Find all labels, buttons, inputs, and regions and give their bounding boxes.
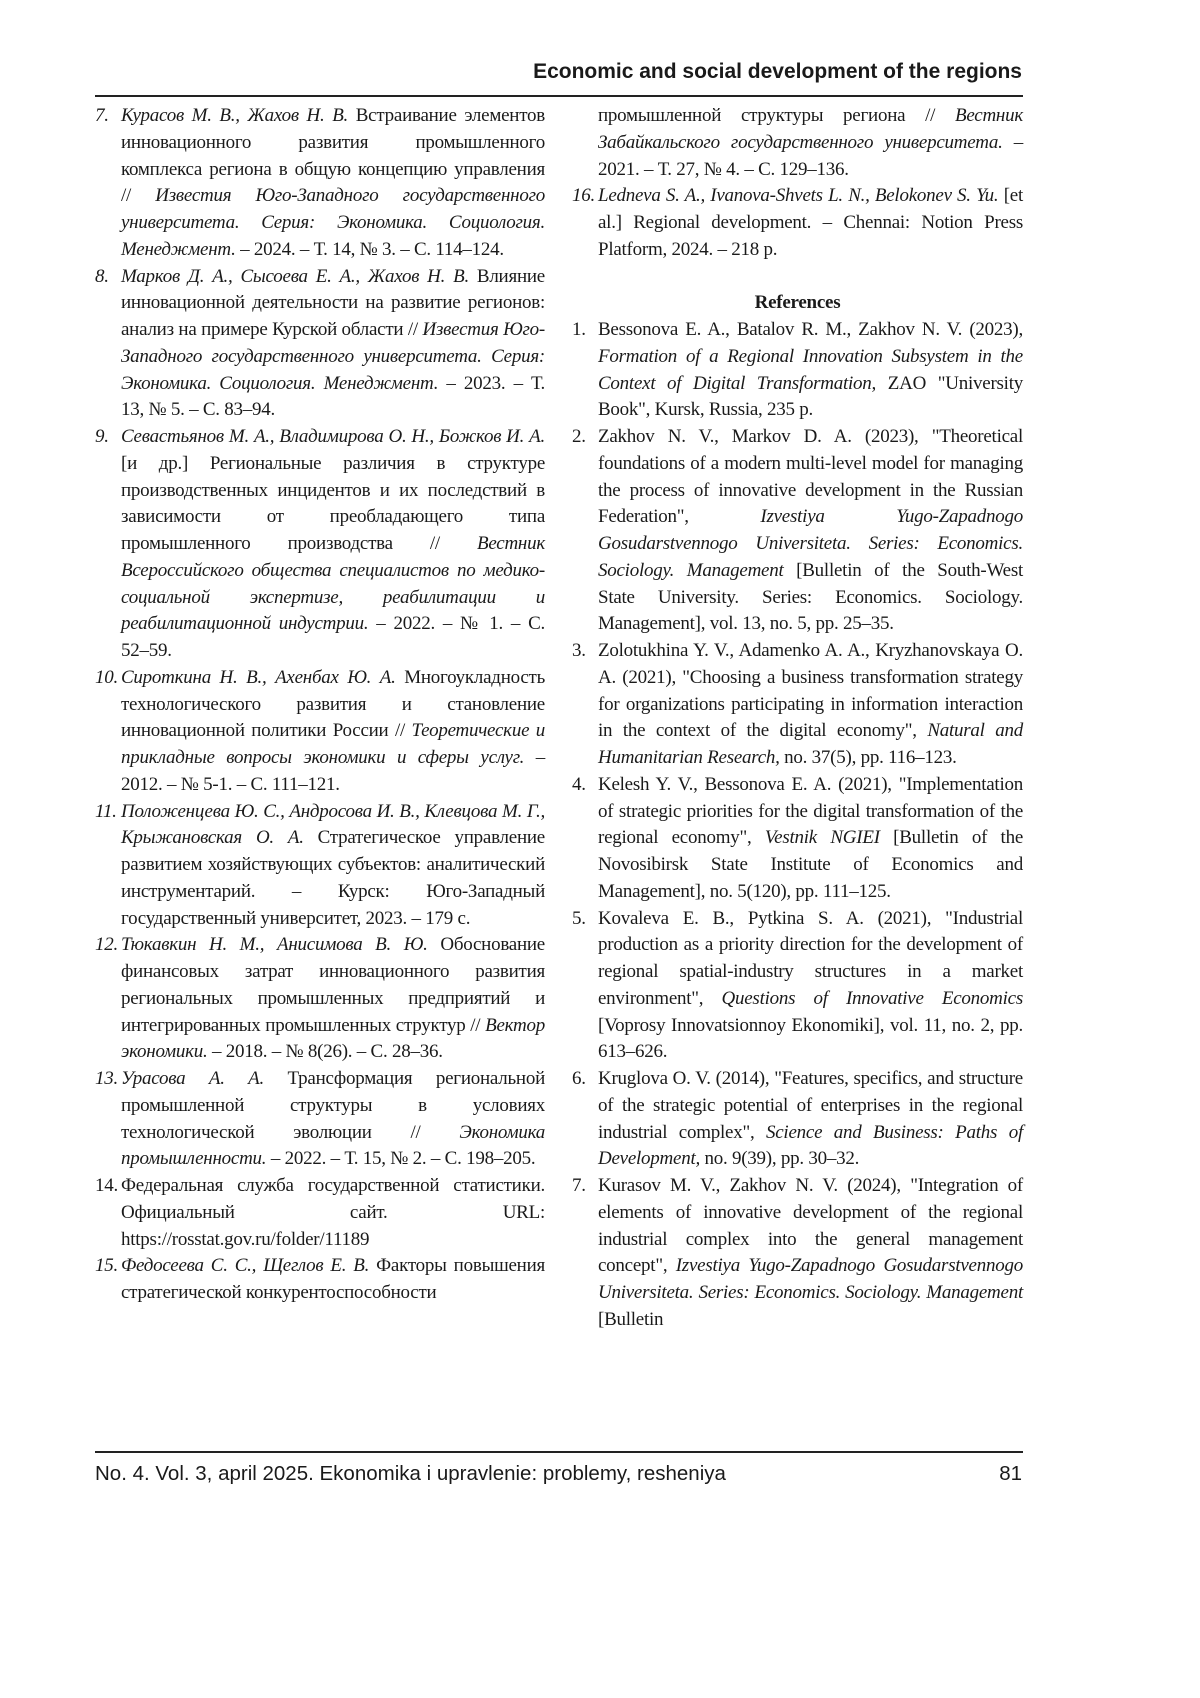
italic-text: Урасова А. А.: [121, 1068, 264, 1089]
reference-number: 15.: [95, 1253, 118, 1280]
text: – 2012. – № 5-1. – С. 111–121.: [121, 747, 545, 795]
italic-text: Курасов М. В., Жахов Н. В.: [121, 105, 348, 126]
text: ZAO "University Book", Kursk, Russia, 235 p.: [598, 373, 1023, 421]
reference-number: 8.: [95, 264, 109, 291]
italic-text: Вестник Всероссийского общества специалистов по медико-социальной экспертизе, реабилитации и реабилитационной индустрии.: [121, 533, 545, 634]
reference-number: 3.: [572, 638, 586, 665]
reference-item: [572, 183, 1023, 263]
reference-number: 4.: [572, 772, 586, 799]
text: Kruglova O. V. (2014), "Features, specifics, and structure of the strategic potential of enterprises in the regional industrial complex",: [598, 1068, 1023, 1143]
text: [Voprosy Innovatsionnoy Ekonomiki], vol. 11, no. 2, pp. 613–626.: [598, 1015, 1023, 1063]
reference-item: [95, 799, 545, 933]
header-divider: [95, 95, 1023, 97]
reference-number: 13.: [95, 1066, 118, 1093]
text: промышленной структуры региона //: [598, 105, 955, 126]
italic-text: Теоретические и прикладные вопросы экономики и сферы услуг.: [121, 720, 545, 768]
reference-item: [572, 638, 1023, 772]
text: – 2022. – Т. 15, № 2. – С. 198–205.: [266, 1148, 535, 1169]
reference-number: 2.: [572, 424, 586, 451]
text: Трансформация региональной промышленной структуры в условиях технологической эволюции //: [121, 1068, 545, 1143]
text: Zakhov N. V., Markov D. A. (2023), "Theoretical foundations of a modern multi-level model for managing the process of innovative development in the Russian Federation",: [598, 426, 1023, 527]
text: Обоснование финансовых затрат инновационного развития региональных промышленных предприятий и интегрированных промышленных структур //: [121, 934, 545, 1035]
reference-item: [95, 103, 545, 264]
italic-text: Федосеева С. С., Щеглов Е. В.: [121, 1255, 369, 1276]
italic-text: Тюкавкин Н. М., Анисимова В. Ю.: [121, 934, 428, 955]
text: Встраивание элементов инновационного развития промышленного комплекса региона в общую концепцию управления //: [121, 105, 545, 206]
text: [et al.] Regional development. – Chennai: Notion Press Platform, 2024. – 218 p.: [598, 185, 1023, 260]
reference-number: 1.: [572, 317, 586, 344]
reference-item: [95, 424, 545, 665]
italic-text: Севастьянов М. А., Владимирова О. Н., Божков И. А.: [121, 426, 545, 447]
italic-text: Izvestiya Yugo-Zapadnogo Gosudarstvennogo Universiteta. Series: Economics. Sociology. Management: [598, 1255, 1023, 1303]
text: no. 37(5), pp. 116–123.: [780, 747, 957, 768]
reference-number: 9.: [95, 424, 109, 451]
text: Kurasov M. V., Zakhov N. V. (2024), "Integration of elements of innovative development of the regional industrial complex into the general management concept",: [598, 1175, 1023, 1276]
italic-text: Formation of a Regional Innovation Subsystem in the Context of Digital Transformation,: [598, 346, 1023, 394]
italic-text: Известия Юго-Западного государственного университета. Серия: Экономика. Социология. Менеджмент.: [121, 185, 545, 260]
reference-item: [95, 1066, 545, 1173]
italic-text: Questions of Innovative Economics: [722, 988, 1023, 1009]
text: Факторы повышения стратегической конкурентоспособности: [121, 1255, 545, 1303]
reference-number: 14.: [95, 1173, 118, 1200]
reference-item: [95, 932, 545, 1066]
text: Федеральная служба государственной статистики. Официальный сайт. URL: https://rosstat.gov.ru/folder/11189: [121, 1175, 545, 1250]
reference-number: 7.: [95, 103, 109, 130]
reference-item: [572, 1066, 1023, 1173]
reference-item: [572, 424, 1023, 638]
text: [и др.] Региональные различия в структуре производственных инцидентов и их последствий в зависимости от преобладающего типа промышленного производства //: [121, 453, 545, 554]
italic-text: Izvestiya Yugo-Zapadnogo Gosudarstvennogo Universiteta. Series: Economics. Sociology. Management: [598, 506, 1023, 581]
reference-item: [572, 772, 1023, 906]
right-column: [572, 103, 1023, 1334]
italic-text: Положенцева Ю. С., Андросова И. В., Клевцова М. Г., Крыжановская О. А.: [121, 801, 545, 849]
text: Zolotukhina Y. V., Adamenko A. A., Kryzhanovskaya O. A. (2021), "Choosing a business transformation strategy for organizations participating in information interaction in the context of the digital economy",: [598, 640, 1023, 741]
footer-divider: [95, 1451, 1023, 1453]
italic-text: Vestnik NGIEI: [765, 827, 880, 848]
italic-text: Вестник Забайкальского государственного университета.: [598, 105, 1023, 153]
page-number: 81: [999, 1462, 1022, 1486]
reference-item: [95, 1173, 545, 1253]
reference-number: 10.: [95, 665, 118, 692]
text: Стратегическое управление развитием хозяйствующих субъектов: аналитический инструментарий. – Курск: Юго-Западный государственный университет, 2023. – 179 с.: [121, 827, 545, 928]
text: Kelesh Y. V., Bessonova E. A. (2021), "Implementation of strategic priorities for the digital transformation of the regional economy",: [598, 774, 1023, 849]
reference-item: [572, 906, 1023, 1067]
reference-item: [95, 1253, 545, 1307]
reference-item: [572, 317, 1023, 424]
left-column: [95, 103, 545, 1307]
text: – 2022. – № 1. – С. 52–59.: [121, 613, 545, 661]
reference-continuation: [572, 103, 1023, 183]
reference-number: 16.: [572, 183, 595, 210]
italic-text: Science and Business: Paths of Development,: [598, 1122, 1023, 1170]
text: Многоукладность технологического развития и становление инновационной политики России //: [121, 667, 545, 742]
reference-item: [572, 1173, 1023, 1334]
italic-text: Сироткина Н. В., Ахенбах Ю. А.: [121, 667, 396, 688]
reference-item: [95, 264, 545, 425]
text: no. 9(39), pp. 30–32.: [700, 1148, 859, 1169]
text: – 2023. – Т. 13, № 5. – С. 83–94.: [121, 373, 545, 421]
text: – 2018. – № 8(26). – С. 28–36.: [208, 1041, 443, 1062]
text: [Bulletin of the Novosibirsk State Institute of Economics and Management], no. 5(120), pp. 111–125.: [598, 827, 1023, 902]
text: [Bulletin of the South-West State University. Series: Economics. Sociology. Management], vol. 13, no. 5, pp. 25–35.: [598, 560, 1023, 635]
text: Kovaleva E. B., Pytkina S. A. (2021), "Industrial production as a priority direction for the development of regional spatial-industry structures in a market environment",: [598, 908, 1023, 1009]
italic-text: Экономика промышленности.: [121, 1122, 545, 1170]
running-header: Economic and social development of the regions: [533, 60, 1022, 84]
italic-text: Ledneva S. A., Ivanova-Shvets L. N., Belokonev S. Yu.: [598, 185, 998, 206]
text: – 2021. – Т. 27, № 4. – С. 129–136.: [598, 132, 1023, 180]
reference-number: 7.: [572, 1173, 586, 1200]
text: Bessonova E. A., Batalov R. M., Zakhov N. V. (2023),: [598, 319, 1023, 340]
reference-number: 6.: [572, 1066, 586, 1093]
italic-text: Natural and Humanitarian Research,: [598, 720, 1023, 768]
text: Влияние инновационной деятельности на развитие регионов: анализ на примере Курской области //: [121, 266, 545, 341]
italic-text: Известия Юго-Западного государственного университета. Серия: Экономика. Социология. Менеджмент.: [121, 319, 545, 394]
footer-journal: No. 4. Vol. 3, april 2025. Ekonomika i upravlenie: problemy, resheniya: [95, 1462, 726, 1486]
references-heading: References: [572, 290, 1023, 317]
text: – 2024. – Т. 14, № 3. – С. 114–124.: [236, 239, 504, 260]
italic-text: Вектор экономики.: [121, 1015, 545, 1063]
reference-item: [95, 665, 545, 799]
reference-number: 12.: [95, 932, 118, 959]
text: [Bulletin: [598, 1309, 663, 1330]
reference-number: 11.: [95, 799, 117, 826]
reference-number: 5.: [572, 906, 586, 933]
italic-text: Марков Д. А., Сысоева Е. А., Жахов Н. В.: [121, 266, 469, 287]
